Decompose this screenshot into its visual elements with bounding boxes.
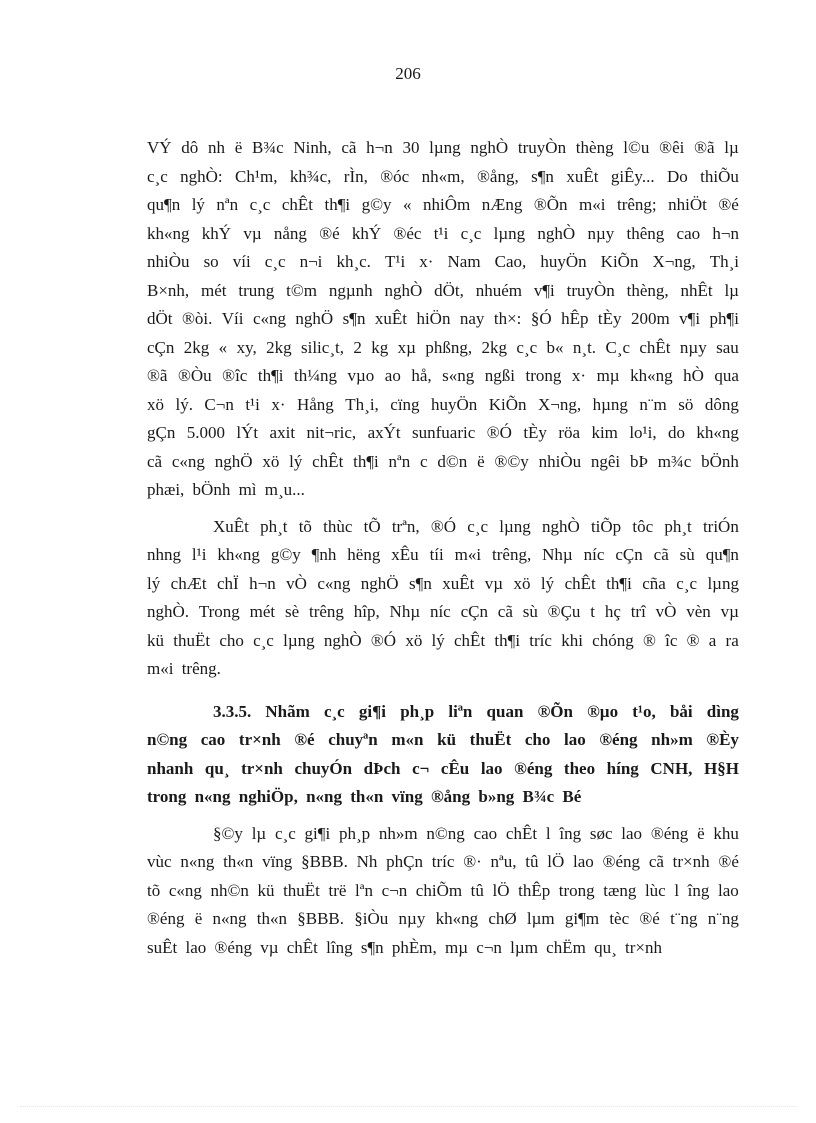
text-line: trong n«ng nghiÖp, n«ng th«n vïng ®ång b»ng B¾c Bé — [147, 787, 582, 806]
section-heading — [147, 698, 739, 812]
text-line: lý chÆt chÏ h¬n vÒ c«ng nghÖ s¶n xuÊt vµ xö lý chÊt th¶i cña c¸c lµng — [147, 573, 739, 593]
text-line: c¸c nghÒ: Ch¹m, kh¾c, rÌn, ®óc nh«m, ®ång, s¶n xuÊt giÊy... Do thiÕu — [147, 166, 739, 186]
text-line: ®ã ®Òu ®îc th¶i th¼ng vµo ao hå, s«ng ngßi trong x· mµ kh«ng hÒ qua — [147, 366, 739, 385]
text-line: vùc n«ng th«n vïng §BBB. Nh phÇn tríc ®· nªu, tû lÖ lao ®éng cã tr×nh ®é — [147, 852, 739, 871]
text-line: qu¶n lý nªn c¸c chÊt th¶i g©y « nhiÔm nÆng ®Õn m«i trêng; nhiÖt ®é — [147, 195, 739, 214]
text-line: tõ c«ng nh©n kü thuËt trë lªn c¬n chiÕm tû lÖ thÊp trong tæng lùc l îng lao — [147, 880, 739, 900]
text-line: XuÊt ph¸t tõ thùc tÕ trªn, ®Ó c¸c lµng nghÒ tiÕp tôc ph¸t triÓn — [213, 516, 739, 536]
paragraph — [147, 820, 739, 963]
text-line: nghÒ. Trong mét sè trêng hîp, Nhµ níc cÇn cã sù ®Çu t hç trî vÒ vèn vµ — [147, 602, 739, 621]
text-line: 3.3.5. Nhãm c¸c gi¶i ph¸p liªn quan ®Õn ®µo t¹o, båi dìng — [213, 701, 739, 721]
paragraph — [147, 134, 739, 505]
text-line: nhanh qu¸ tr×nh chuyÓn dÞch c¬ cÊu lao ®éng theo híng CNH, H§H — [147, 758, 739, 778]
text-line: §©y lµ c¸c gi¶i ph¸p nh»m n©ng cao chÊt l îng søc lao ®éng ë khu — [213, 823, 739, 843]
text-line: n©ng cao tr×nh ®é chuyªn m«n kü thuËt cho lao ®éng nh»m ®Èy — [147, 730, 739, 749]
text-line: cã c«ng nghÖ xö lý chÊt th¶i nªn c d©n ë ®©y nhiÒu ngêi bÞ m¾c bÖnh — [147, 451, 739, 471]
paragraph — [147, 513, 739, 684]
text-line: nhiÒu so víi c¸c n¬i kh¸c. T¹i x· Nam Cao, huyÖn KiÕn X¬ng, Th¸i — [147, 252, 739, 271]
text-line: phæi, bÖnh mì m¸u... — [147, 480, 305, 499]
text-line: ®éng ë n«ng th«n §BBB. §iÒu nµy kh«ng chØ lµm gi¶m tèc ®é t¨ng n¨ng — [147, 909, 739, 928]
text-line: suÊt lao ®éng vµ chÊt lîng s¶n phÈm, mµ c¬n lµm chËm qu¸ tr×nh — [147, 937, 662, 957]
body-text — [147, 134, 739, 962]
text-line: xö lý. C¬n t¹i x· Hång Th¸i, cïng huyÖn KiÕn X¬ng, hµng n¨m sö dông — [147, 394, 739, 414]
text-line: VÝ dô nh ë B¾c Ninh, cã h¬n 30 lµng nghÒ truyÒn thèng l©u ®êi ®ã lµ — [147, 138, 739, 157]
text-line: dÖt ®òi. Víi c«ng nghÖ s¶n xuÊt hiÖn nay th×: §Ó hÊp tÈy 200m v¶i ph¶i — [147, 309, 739, 328]
page-bottom-rule — [20, 1106, 796, 1107]
text-line: nhng l¹i kh«ng g©y ¶nh hëng xÊu tíi m«i trêng, Nhµ níc cÇn cã sù qu¶n — [147, 545, 739, 564]
text-line: m«i trêng. — [147, 659, 221, 678]
text-line: kh«ng khÝ vµ nång ®é khÝ ®éc t¹i c¸c lµng nghÒ nµy thêng cao h¬n — [147, 223, 739, 243]
text-line: cÇn 2kg « xy, 2kg silic¸t, 2 kg xµ phßng, 2kg c¸c b« n¸t. C¸c chÊt nµy sau — [147, 337, 739, 357]
text-line: B×nh, mét trung t©m ngµnh nghÒ dÖt, nhuém v¶i truyÒn thèng, nhÊt lµ — [147, 280, 739, 300]
text-line: kü thuËt cho c¸c lµng nghÒ ®Ó xö lý chÊt th¶i tríc khi chóng ® îc ® a ra — [147, 630, 739, 650]
text-line: gÇn 5.000 lÝt axit nit¬ric, axÝt sunfuaric ®Ó tÈy röa kim lo¹i, do kh«ng — [147, 423, 739, 442]
page-number: 206 — [395, 64, 421, 83]
